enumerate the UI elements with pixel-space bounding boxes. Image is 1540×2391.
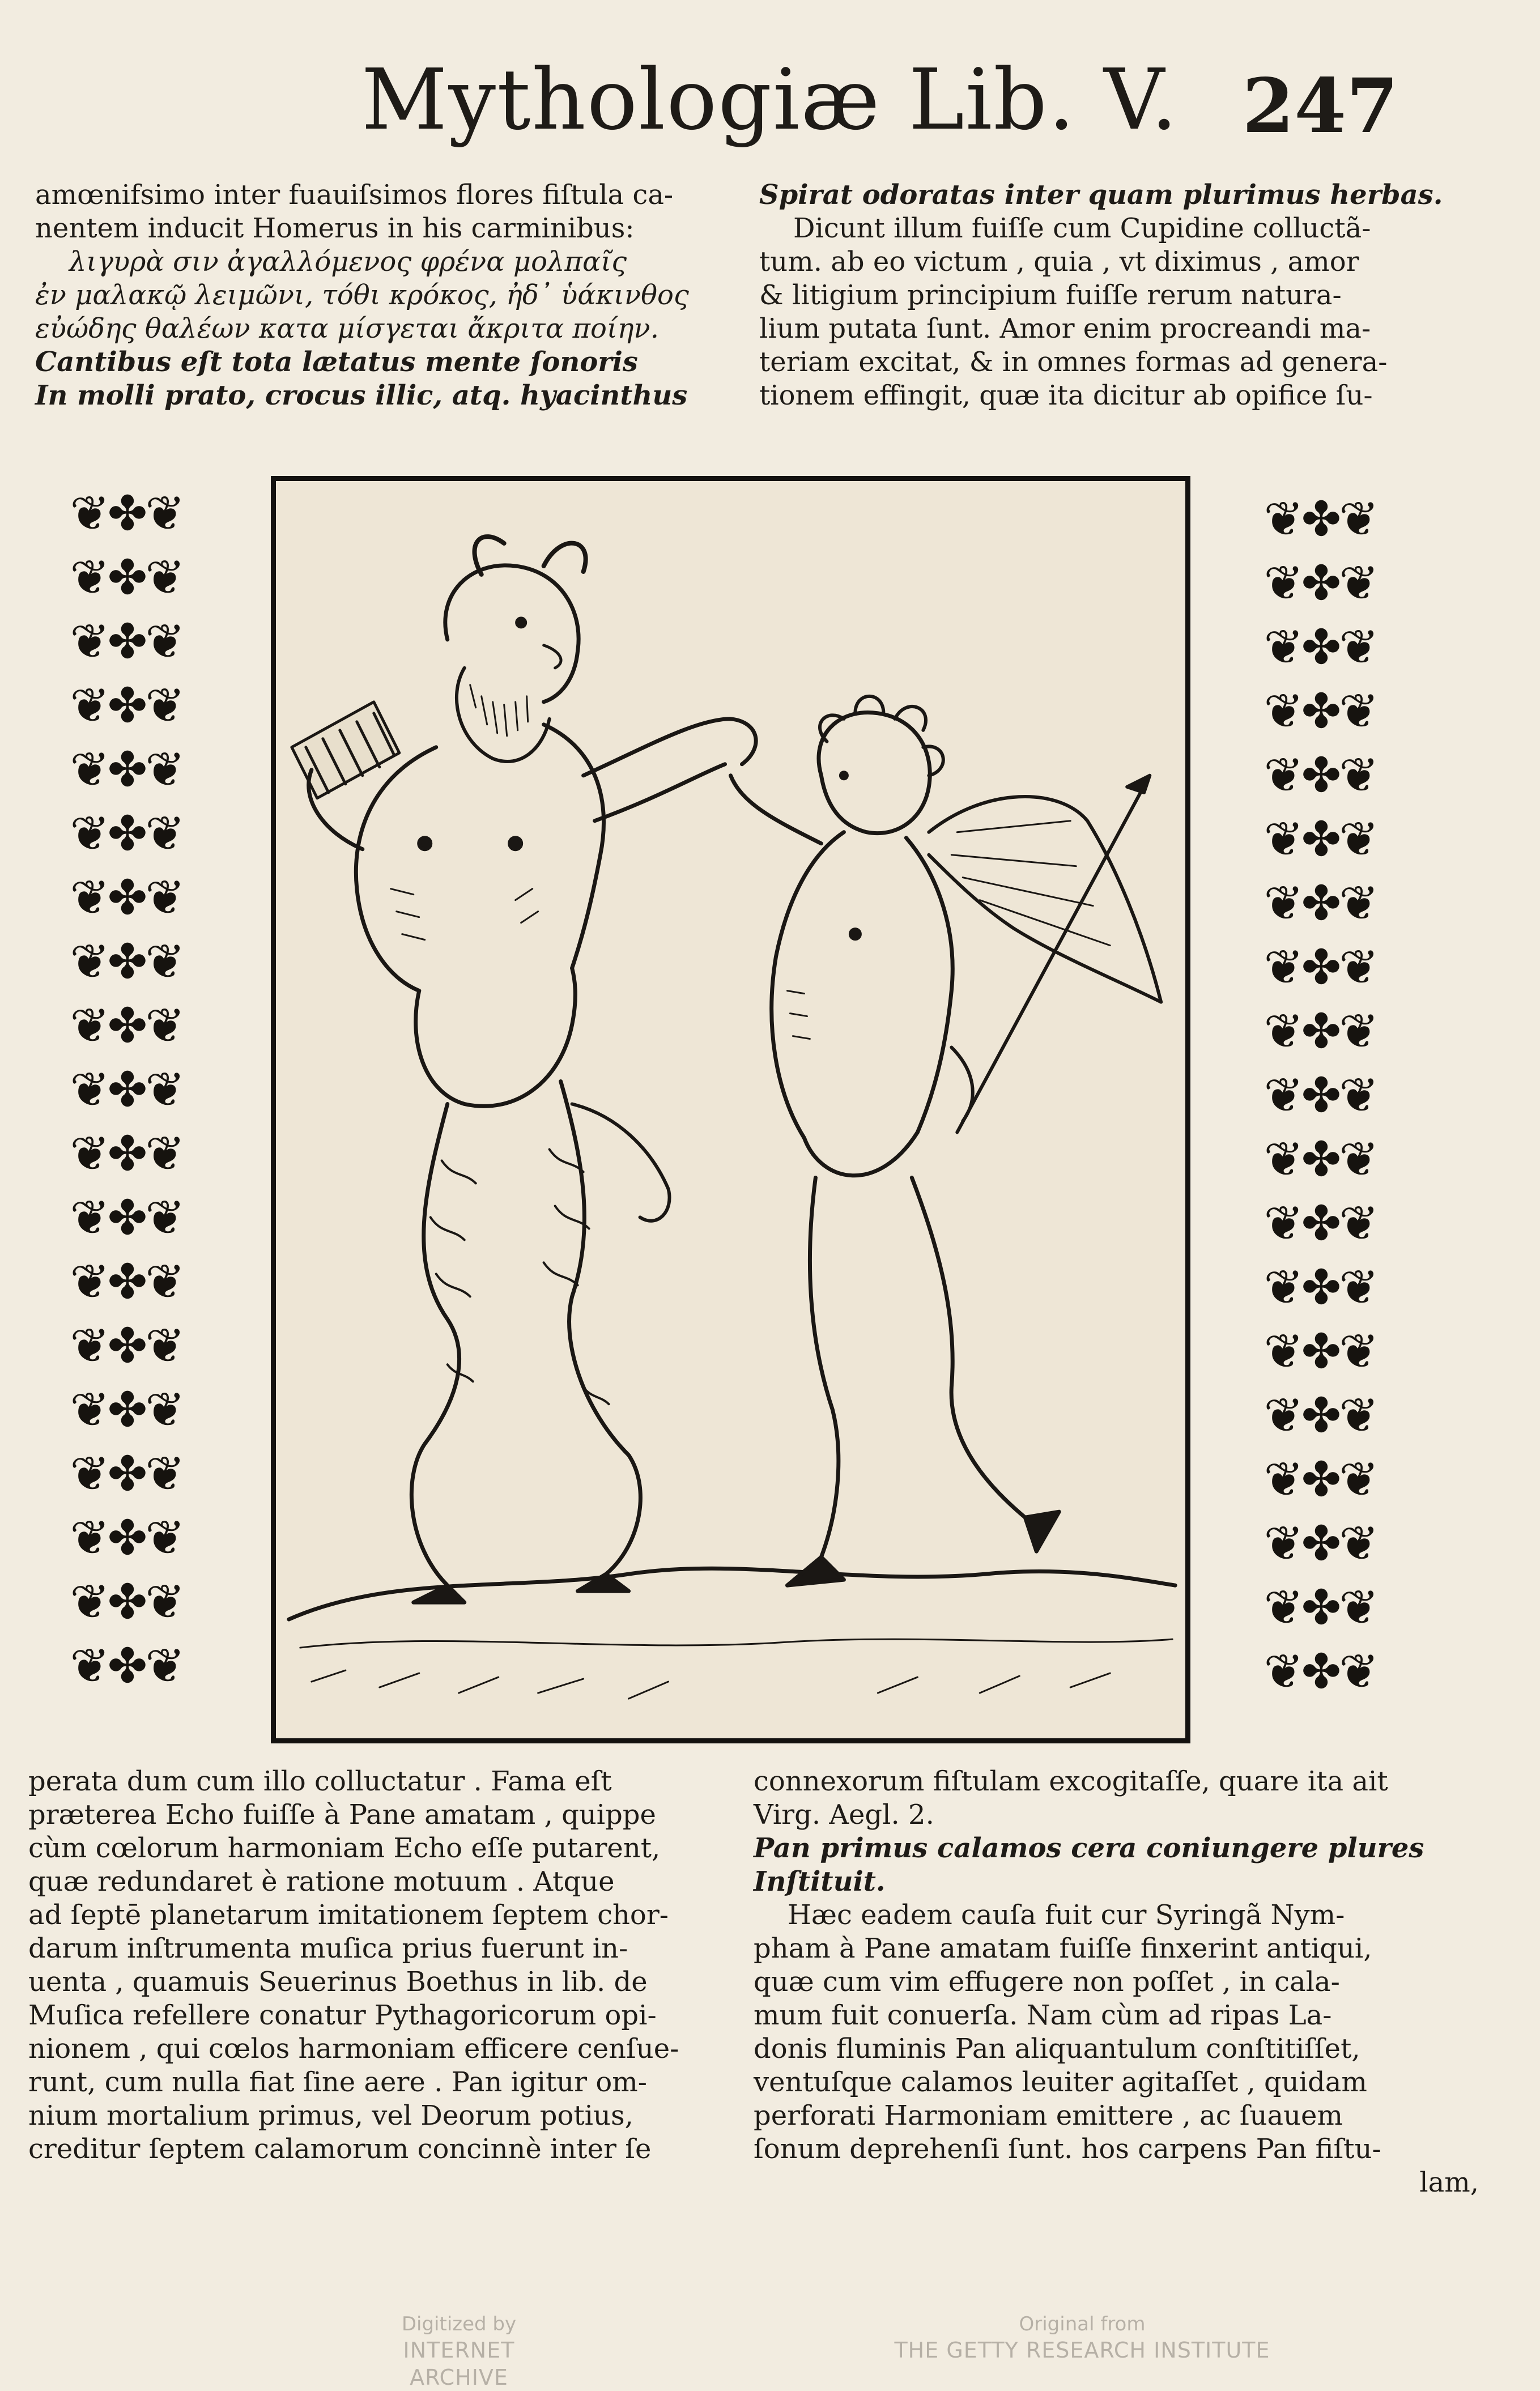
text-column-bottom-right — [754, 1765, 1507, 2199]
text-line: quæ cum vim effugere non poſſet , in cala- — [754, 1966, 1340, 1998]
getty-label: THE GETTY RESEARCH INSTITUTE — [894, 2338, 1270, 2363]
fleuron-ornament-icon: ❦✤❦ — [70, 1638, 183, 1694]
fleuron-ornament-icon: ❦✤❦ — [70, 550, 183, 605]
greek-verse-line: ἐν μαλακῷ λειμῶνι, τόθι κρόκος, ἠδ᾽ ὑάκινθος — [35, 279, 689, 311]
fleuron-ornament-icon: ❦✤❦ — [70, 1254, 183, 1309]
text-line: perforati Harmoniam emittere , ac ſuauem — [754, 2100, 1343, 2132]
cupid-legs — [787, 1177, 1059, 1585]
fleuron-ornament-icon: ❦✤❦ — [70, 870, 183, 925]
fleuron-ornament-icon: ❦✤❦ — [1264, 1516, 1377, 1571]
text-line: nentem inducit Homerus in his carminibus: — [35, 212, 635, 244]
text-line: nionem , qui cœlos harmoniam efficere cenſue- — [28, 2033, 679, 2065]
running-title: Mythologiæ Lib. V. — [361, 51, 1179, 148]
text-line: & litigium principium fuiſſe rerum natura- — [759, 279, 1342, 311]
text-line: ad ſeptē planetarum imitationem ſeptem chor- — [28, 1899, 669, 1931]
pan-torso — [356, 725, 603, 1107]
text-line: præterea Echo fuiſſe à Pane amatam , quippe — [28, 1799, 656, 1831]
fleuron-ornament-icon: ❦✤❦ — [70, 934, 183, 989]
pan-head — [445, 537, 586, 761]
text-line: Virg. Aegl. 2. — [754, 1799, 934, 1831]
fleuron-ornament-icon: ❦✤❦ — [1264, 555, 1377, 611]
fleuron-ornament-icon: ❦✤❦ — [70, 614, 183, 669]
text-line: lium putata ſunt. Amor enim procreandi ma- — [759, 313, 1371, 344]
text-line: creditur ſeptem calamorum concinnè inter ſe — [28, 2133, 652, 2165]
fleuron-ornament-icon: ❦✤❦ — [70, 1382, 183, 1437]
text-line: nium mortalium primus, vel Deorum potius, — [28, 2100, 633, 2132]
pan-legs — [411, 1082, 669, 1603]
fleuron-ornament-icon: ❦✤❦ — [1264, 875, 1377, 931]
text-line: tum. ab eo victum , quia , vt diximus , amor — [759, 246, 1359, 278]
internet-archive-label: INTERNET ARCHIVE — [403, 2338, 515, 2390]
fleuron-ornament-icon: ❦✤❦ — [1264, 1452, 1377, 1507]
text-line: Dicunt illum fuiſſe cum Cupidine colluctã- — [793, 212, 1371, 244]
text-column-top-right — [759, 178, 1507, 412]
text-line: runt, cum nulla fiat ſine aere . Pan igitur om- — [28, 2066, 647, 2098]
fleuron-ornament-icon: ❦✤❦ — [1264, 491, 1377, 547]
footer-caption: Original from — [1019, 2313, 1146, 2335]
digitized-by-credit — [351, 2312, 567, 2391]
latin-verse-line: Spirat odoratas inter quam plurimus herbas. — [759, 179, 1443, 211]
fleuron-ornament-icon: ❦✤❦ — [1264, 1067, 1377, 1123]
latin-verse-line: Cantibus eſt tota lætatus mente ſonoris — [35, 346, 638, 378]
fleuron-ornament-icon: ❦✤❦ — [70, 742, 183, 797]
text-column-top-left — [35, 178, 726, 412]
fleuron-ornament-icon: ❦✤❦ — [1264, 1196, 1377, 1251]
text-line: mum fuit conuerſa. Nam cùm ad ripas La- — [754, 1999, 1332, 2031]
fleuron-ornament-icon: ❦✤❦ — [70, 1062, 183, 1117]
fleuron-ornament-icon: ❦✤❦ — [1264, 747, 1377, 803]
ornament-border-left — [61, 482, 192, 1698]
cupid-head — [819, 696, 943, 833]
fleuron-ornament-icon: ❦✤❦ — [1264, 683, 1377, 739]
text-line: Muſica refellere conatur Pythagoricorum opi- — [28, 1999, 657, 2031]
text-column-bottom-left — [28, 1765, 737, 2166]
text-line: teriam excitat, & in omnes formas ad genera- — [759, 346, 1388, 378]
pan-and-cupid-woodcut — [276, 481, 1185, 1738]
fleuron-ornament-icon: ❦✤❦ — [70, 1510, 183, 1565]
text-line: tionem effingit, quæ ita dicitur ab opifice ſu- — [759, 380, 1373, 411]
fleuron-ornament-icon: ❦✤❦ — [70, 678, 183, 733]
fleuron-ornament-icon: ❦✤❦ — [1264, 811, 1377, 867]
latin-verse-line: Inſtituit. — [754, 1866, 886, 1898]
fleuron-ornament-icon: ❦✤❦ — [1264, 939, 1377, 995]
catchword: lam, — [1419, 2167, 1479, 2198]
fleuron-ornament-icon: ❦✤❦ — [1264, 1260, 1377, 1315]
woodcut-illustration — [271, 476, 1190, 1743]
text-line: uenta , quamuis Seuerinus Boethus in lib. de — [28, 1966, 648, 1998]
fleuron-ornament-icon: ❦✤❦ — [70, 1446, 183, 1501]
text-line: darum inſtrumenta muſica prius fuerunt in- — [28, 1933, 628, 1964]
fleuron-ornament-icon: ❦✤❦ — [1264, 1003, 1377, 1059]
fleuron-ornament-icon: ❦✤❦ — [1264, 1131, 1377, 1187]
latin-verse-line: Pan primus calamos cera coniungere plures — [754, 1832, 1424, 1864]
text-line: pham à Pane amatam fuiſſe finxerint antiqui, — [754, 1933, 1372, 1964]
fleuron-ornament-icon: ❦✤❦ — [1264, 1580, 1377, 1635]
text-line: perata dum cum illo colluctatur . Fama eſt — [28, 1765, 612, 1797]
fleuron-ornament-icon: ❦✤❦ — [70, 486, 183, 541]
text-line: cùm cœlorum harmoniam Echo eſſe putarent, — [28, 1832, 661, 1864]
fleuron-ornament-icon: ❦✤❦ — [70, 1574, 183, 1630]
text-line: connexorum fiſtulam excogitaſſe, quare ita ait — [754, 1765, 1388, 1797]
text-line: donis fluminis Pan aliquantulum conſtitiſſet, — [754, 2033, 1360, 2065]
text-line: amœnifsimo inter fuauiſsimos flores fiſtula ca- — [35, 179, 674, 211]
page-number: 247 — [1242, 62, 1398, 150]
fleuron-ornament-icon: ❦✤❦ — [70, 806, 183, 861]
latin-verse-line: In molli prato, crocus illic, atq. hyacinthus — [35, 380, 688, 411]
fleuron-ornament-icon: ❦✤❦ — [70, 1190, 183, 1245]
fleuron-ornament-icon: ❦✤❦ — [1264, 1324, 1377, 1379]
fleuron-ornament-icon: ❦✤❦ — [1264, 619, 1377, 675]
text-line: ſonum deprehenſi ſunt. hos carpens Pan fiſtu- — [754, 2133, 1381, 2165]
fleuron-ornament-icon: ❦✤❦ — [70, 998, 183, 1053]
fleuron-ornament-icon: ❦✤❦ — [1264, 1388, 1377, 1443]
original-from-credit — [884, 2312, 1281, 2364]
cupid-body — [731, 776, 953, 1176]
fleuron-ornament-icon: ❦✤❦ — [1264, 1644, 1377, 1699]
greek-verse-line: εὐώδης θαλέων κατα μίσγεται ἄκριτα ποίην. — [35, 313, 659, 344]
fleuron-ornament-icon: ❦✤❦ — [70, 1318, 183, 1373]
text-line: Hæc eadem cauſa fuit cur Syringã Nym- — [788, 1899, 1345, 1931]
fleuron-ornament-icon: ❦✤❦ — [70, 1126, 183, 1181]
text-line: ventuſque calamos leuiter agitaſſet , quidam — [754, 2066, 1367, 2098]
greek-verse-line: λιγυρὰ σιν ἀγαλλόμενος φρένα μολπαῖς — [69, 246, 627, 278]
footer-caption: Digitized by — [401, 2313, 517, 2335]
text-line: quæ redundaret è ratione motuum . Atque — [28, 1866, 615, 1898]
ornament-border-right — [1255, 487, 1385, 1704]
